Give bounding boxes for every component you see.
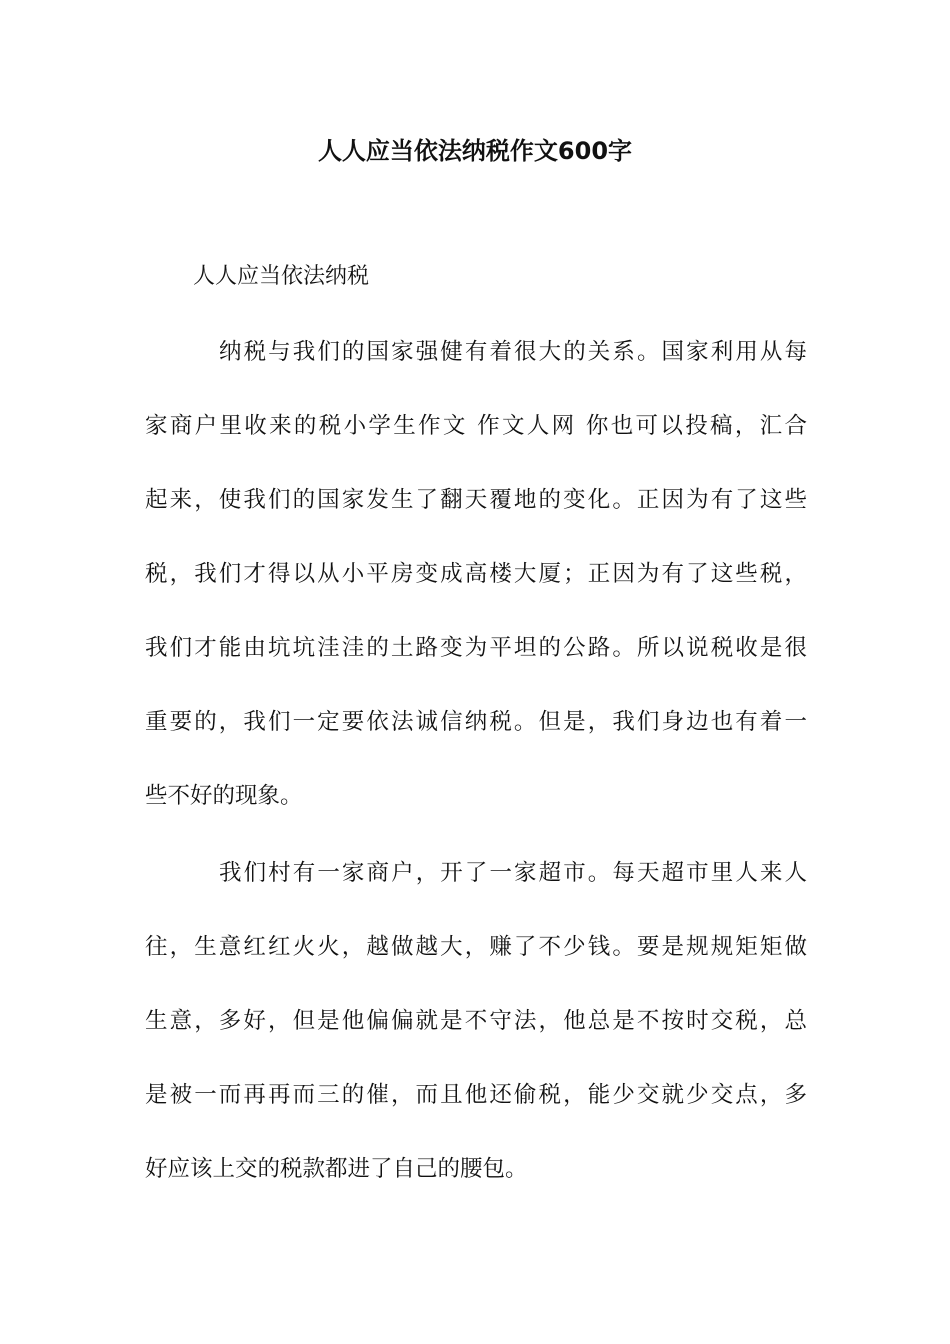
- paragraph-line: 我们村有一家商户，开了一家超市。每天超市里人来人: [219, 860, 807, 886]
- paragraph-1: [145, 334, 807, 852]
- paragraph-line: 好应该上交的税款都进了自己的腰包。: [145, 1156, 528, 1182]
- paragraph-line: 生意，多好，但是他偏偏就是不守法，他总是不按时交税，总: [145, 1008, 807, 1034]
- paragraph-line: 我们才能由坑坑洼洼的土路变为平坦的公路。所以说税收是很: [145, 635, 807, 661]
- paragraph-2: [145, 855, 807, 1225]
- paragraph-line: 些不好的现象。: [145, 783, 303, 809]
- document-subtitle: 人人应当依法纳税: [193, 264, 370, 289]
- paragraph-line: 往，生意红红火火，越做越大，赚了不少钱。要是规规矩矩做: [145, 934, 807, 960]
- paragraph-line: 税，我们才得以从小平房变成高楼大厦；正因为有了这些税，: [145, 561, 807, 587]
- paragraph-line: 纳税与我们的国家强健有着很大的关系。国家利用从每: [219, 339, 807, 365]
- paragraph-line: 重要的，我们一定要依法诚信纳税。但是，我们身边也有着一: [145, 709, 807, 735]
- paragraph-line: 是被一而再再而三的催，而且他还偷税，能少交就少交点，多: [145, 1082, 807, 1108]
- document-title: 人人应当依法纳税作文600字: [317, 137, 633, 165]
- paragraph-line: 家商户里收来的税小学生作文 作文人网 你也可以投稿，汇合: [145, 413, 807, 439]
- paragraph-line: 起来，使我们的国家发生了翻天覆地的变化。正因为有了这些: [145, 487, 807, 513]
